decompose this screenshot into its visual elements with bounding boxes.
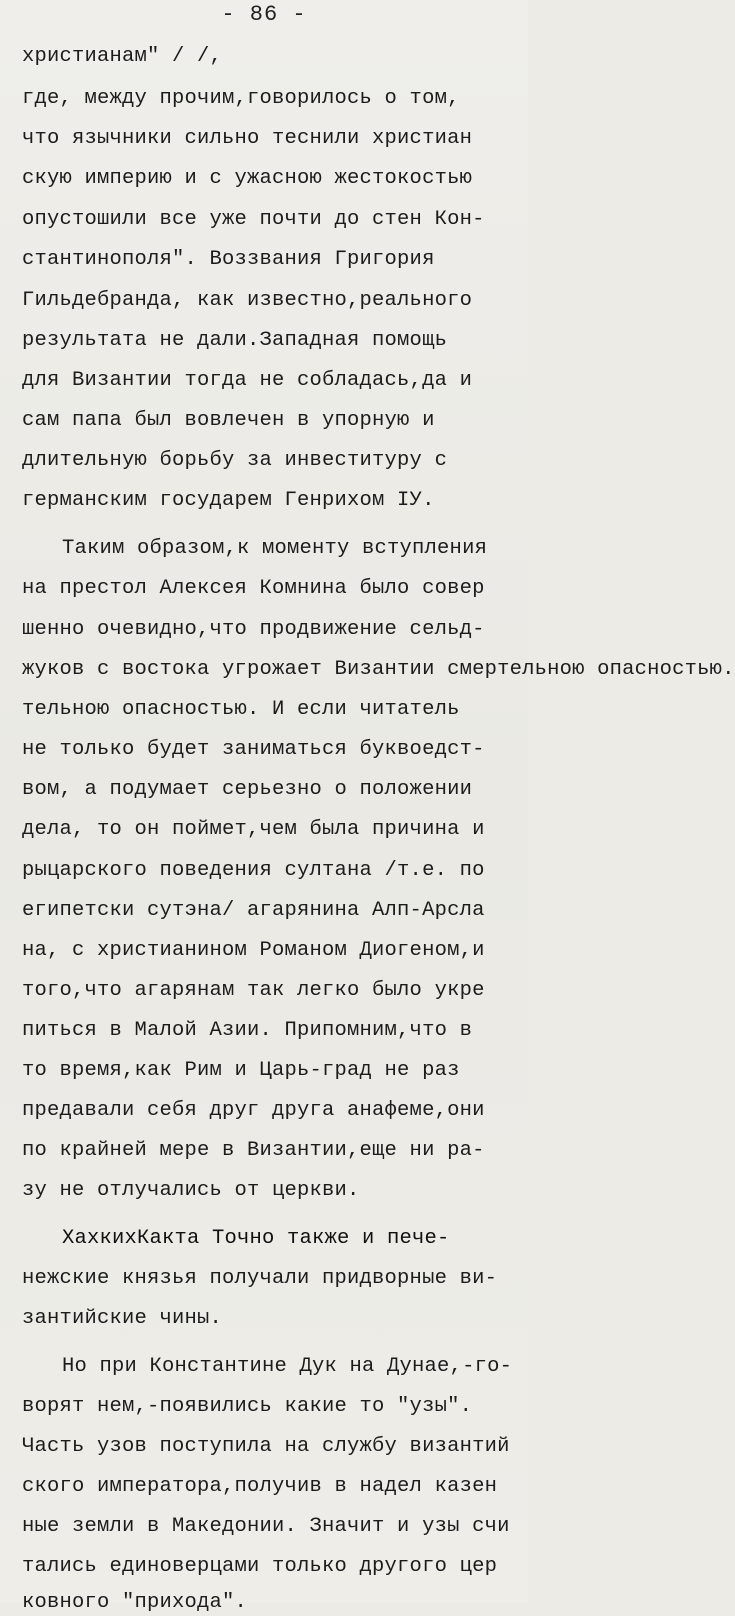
text-line: того,что агарянам так легко было укре bbox=[22, 979, 485, 1002]
text-line: ского императора,получив в надел казен bbox=[22, 1475, 498, 1498]
text-line: жуков с востока угрожает Византии смертельною опасностью. bbox=[22, 658, 735, 681]
text-line: тельною опасностью. И если читатель bbox=[22, 698, 460, 721]
text-line: длительную борьбу за инвеституру с bbox=[22, 449, 448, 472]
text-line: стантинополя". Воззвания Григория bbox=[22, 248, 435, 271]
text-line: шенно очевидно,что продвижение сельд- bbox=[22, 618, 485, 641]
text-line: ХахкихКакта Точно также и пече- bbox=[62, 1227, 450, 1250]
text-line: германским государем Генрихом IУ. bbox=[22, 489, 435, 512]
page-number: - 86 - bbox=[221, 2, 307, 27]
text-line: опустошили все уже почти до стен Кон- bbox=[22, 208, 485, 231]
text-line: христианам" / /, bbox=[22, 45, 223, 68]
text-line: для Византии тогда не собладась,да и bbox=[22, 369, 473, 392]
text-line: нежские князья получали придворные ви- bbox=[22, 1267, 498, 1290]
text-line: на, с христианином Романом Диогеном,и bbox=[22, 939, 485, 962]
text-line: ные земли в Македонии. Значит и узы счи bbox=[22, 1515, 510, 1538]
text-line: результата не дали.Западная помощь bbox=[22, 329, 448, 352]
text-line: ковного "прихода". bbox=[22, 1591, 248, 1614]
text-line: рыцарского поведения султана /т.е. по bbox=[22, 859, 485, 882]
text-line: Но при Константине Дук на Дунае,-го- bbox=[62, 1355, 513, 1378]
text-line: по крайней мере в Византии,еще ни ра- bbox=[22, 1139, 485, 1162]
text-line: то время,как Рим и Царь-град не раз bbox=[22, 1059, 460, 1082]
text-line: египетски сутэна/ агарянина Алп-Арсла bbox=[22, 899, 485, 922]
text-line: где, между прочим,говорилось о том, bbox=[22, 87, 460, 110]
text-line: не только будет заниматься буквоедст- bbox=[22, 738, 485, 761]
text-line: Часть узов поступила на службу византий bbox=[22, 1435, 510, 1458]
text-line: скую империю и с ужасною жестокостью bbox=[22, 167, 473, 190]
text-line: Таким образом,к моменту вступления bbox=[62, 537, 488, 560]
text-line: что язычники сильно теснили христиан bbox=[22, 127, 473, 150]
text-line: сам папа был вовлечен в упорную и bbox=[22, 409, 435, 432]
text-line: ворят нем,-появились какие то "узы". bbox=[22, 1395, 473, 1418]
text-line: зантийские чины. bbox=[22, 1307, 223, 1330]
text-line: Гильдебранда, как известно,реального bbox=[22, 289, 473, 312]
text-line: тались единоверцами только другого цер bbox=[22, 1555, 498, 1578]
text-line: дела, то он поймет,чем была причина и bbox=[22, 818, 485, 841]
text-line: питься в Малой Азии. Припомним,что в bbox=[22, 1019, 473, 1042]
text-line: зу не отлучались от церкви. bbox=[22, 1179, 360, 1202]
text-line: вом, а подумает серьезно о положении bbox=[22, 778, 473, 801]
text-line: предавали себя друг друга анафеме,они bbox=[22, 1099, 485, 1122]
text-line: на престол Алексея Комнина было совер bbox=[22, 577, 485, 600]
